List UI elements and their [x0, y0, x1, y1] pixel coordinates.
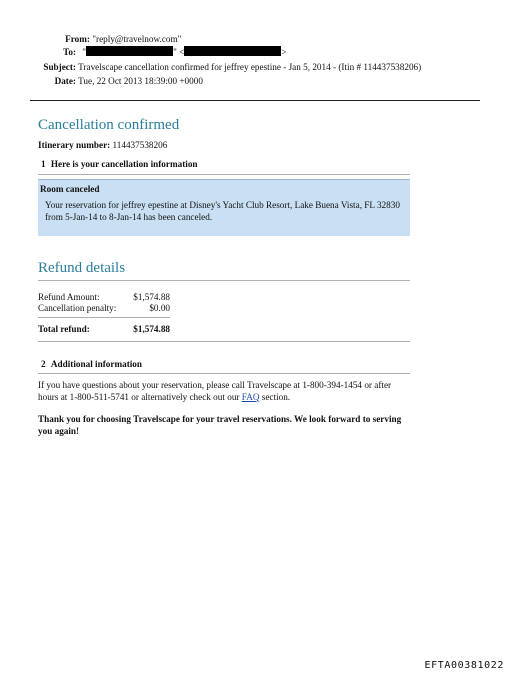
penalty-value: $0.00	[149, 303, 170, 313]
refund-divider	[38, 280, 410, 281]
document-id: EFTA00381022	[424, 660, 504, 671]
penalty-label: Cancellation penalty:	[38, 303, 117, 313]
from-value: "reply@travelnow.com"	[92, 34, 182, 44]
date-label: Date:	[54, 76, 76, 86]
to-prefix: "	[82, 47, 87, 57]
date-value: Tue, 22 Oct 2013 18:39:00 +0000	[78, 76, 203, 86]
from-line	[0, 33, 181, 45]
date-line	[0, 75, 203, 87]
to-label: To:	[63, 47, 76, 57]
subject-value: Travelscape cancellation confirmed for jeffrey epestine - Jan 5, 2014 - (Itin # 114437538206)	[78, 62, 422, 72]
section1-title: Here is your cancellation information	[50, 159, 198, 169]
from-label: From:	[65, 34, 90, 44]
itinerary-label: Itinerary number:	[38, 140, 111, 150]
to-suffix: >	[281, 47, 287, 57]
total-refund-label: Total refund:	[38, 324, 90, 334]
questions-text-end: section.	[259, 391, 291, 402]
to-middle: " <	[173, 47, 185, 57]
questions-text: If you have questions about your reservation, please call Travelscape at 1-800-394-1454 or after hours at 1-800-511-5741 or alternatively check out our	[38, 380, 392, 402]
faq-link[interactable]: FAQ	[241, 391, 260, 402]
subject-label: Subject:	[43, 62, 76, 72]
redaction-block	[86, 46, 173, 56]
room-canceled-text: Your reservation for jeffrey epestine at Disney's Yacht Club Resort, Lake Buena Vista, FL 32830 from 5-Jan-14 to 8-Jan-14 has been canceled.	[45, 200, 400, 222]
header-divider	[30, 100, 480, 101]
section2-divider	[38, 373, 410, 374]
section2-title: Additional information	[50, 359, 143, 369]
refund-subtotal-divider	[38, 317, 170, 318]
total-refund-value: $1,574.88	[133, 324, 170, 334]
itinerary-line	[38, 139, 167, 151]
refund-bottom-divider	[38, 341, 410, 342]
room-canceled-title: Room canceled	[40, 184, 100, 194]
redaction-block	[184, 46, 281, 56]
questions-paragraph	[38, 380, 410, 403]
section2-number: 2	[41, 359, 46, 369]
to-line	[0, 46, 286, 58]
refund-heading: Refund details	[38, 260, 126, 276]
section2-header	[41, 358, 142, 370]
refund-amount-value: $1,574.88	[133, 292, 170, 302]
cancellation-heading: Cancellation confirmed	[38, 117, 180, 133]
room-canceled-box	[38, 179, 410, 236]
thanks-paragraph: Thank you for choosing Travelscape for your travel reservations. We look forward to serving you again!	[38, 414, 402, 436]
section1-header	[41, 158, 198, 170]
section1-divider	[38, 174, 410, 175]
subject-line	[0, 61, 421, 73]
itinerary-value: 114437538206	[112, 140, 168, 150]
refund-amount-label: Refund Amount:	[38, 292, 100, 302]
section1-number: 1	[41, 159, 46, 169]
